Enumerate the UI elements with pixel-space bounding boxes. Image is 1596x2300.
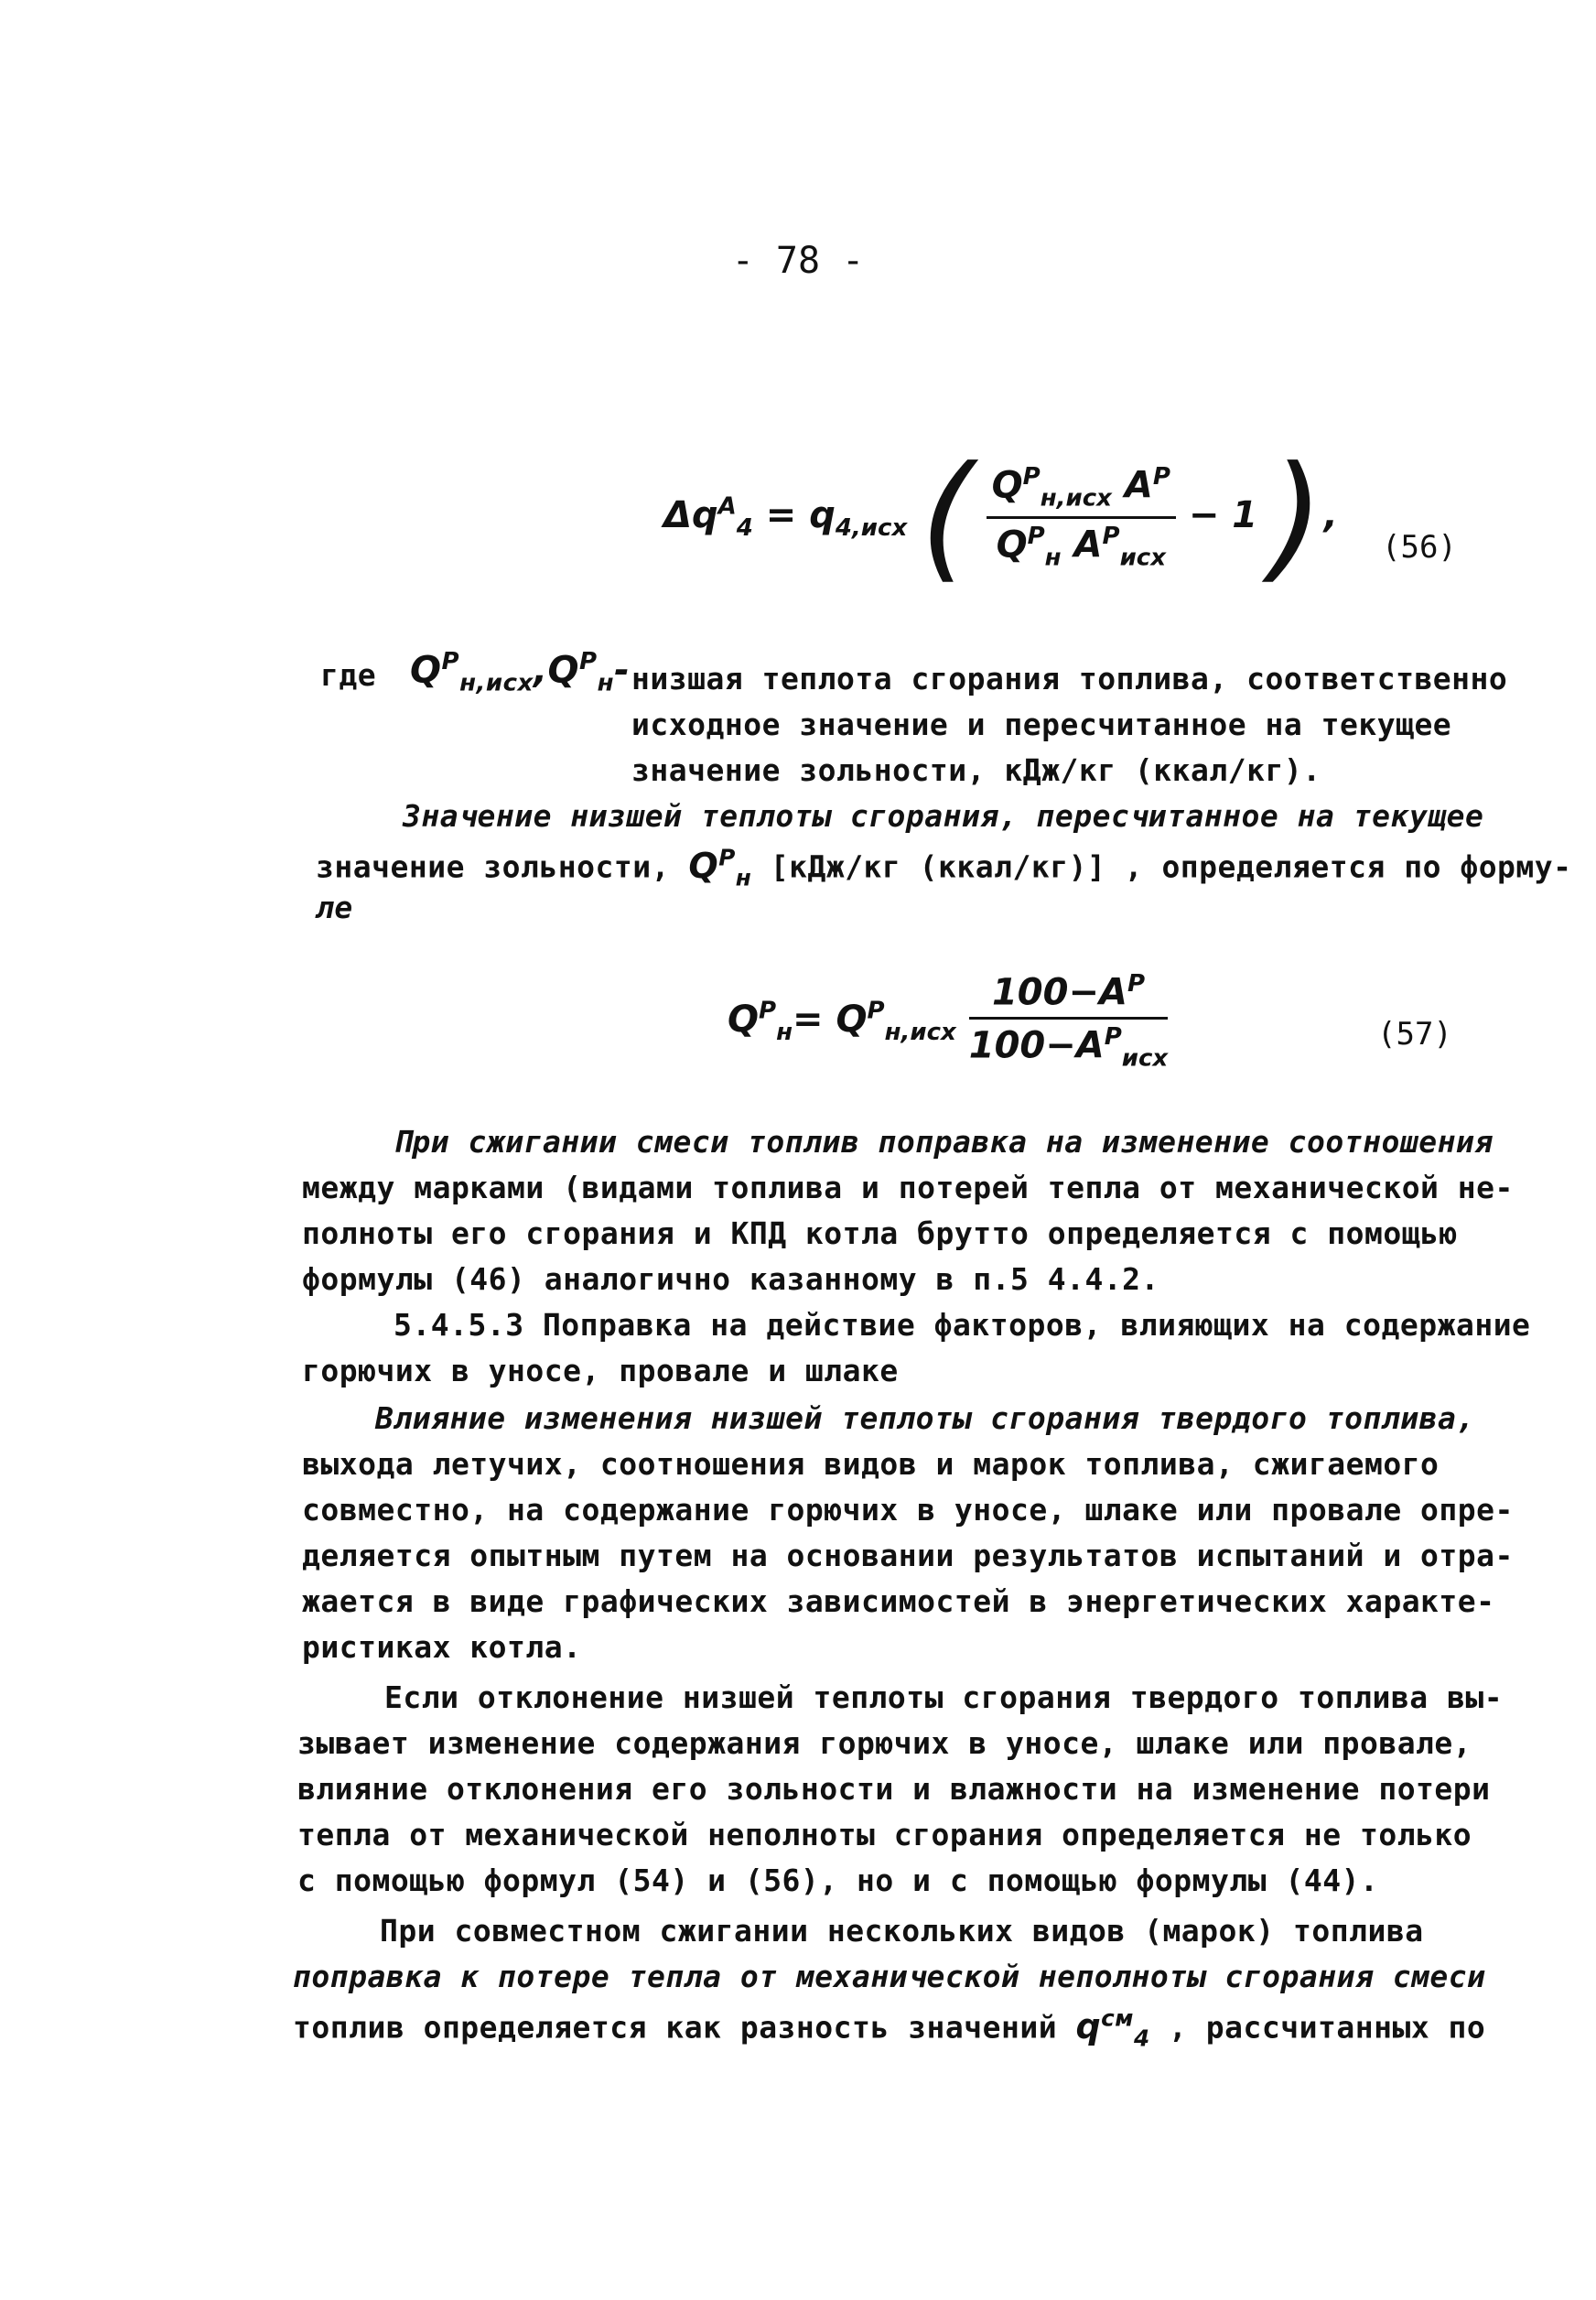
- para-d-line-5: с помощью формул (54) и (56), но и с помощью формулы (44).: [297, 1863, 1379, 1898]
- where-symbols: $Q^P_{н,исх},Q^P_н-$: [410, 648, 631, 697]
- para-c-line-3: совместно, на содержание горючих в уносе, шлаке или провале опре-: [302, 1492, 1514, 1528]
- where-line-3: значение зольности, кДж/кг (ккал/кг).: [631, 752, 1321, 788]
- para-c-line-6: ристиках котла.: [302, 1629, 582, 1665]
- para-d-line-4: тепла от механической неполноты сгорания определяется не только: [297, 1817, 1472, 1852]
- para-e-line-1: При совместном сжигании нескольких видов (марок) топлива: [380, 1913, 1424, 1949]
- page-number: - 78 -: [731, 240, 865, 282]
- para-c-line-5: жается в виде графических зависимостей в энергетических характе-: [302, 1583, 1495, 1619]
- para-b-line-4: формулы (46) аналогично казанному в п.5 4.4.2.: [302, 1261, 1159, 1297]
- f56-lhs: Δq: [663, 494, 718, 536]
- left-paren: (: [920, 437, 974, 597]
- formula-57-number: (57): [1377, 1016, 1452, 1053]
- f57-fraction: $\frac{100-A^P}{100-A^P_{исх}}$: [968, 970, 1169, 1073]
- where-line-1: низшая теплота сгорания топлива, соответственно: [631, 661, 1508, 696]
- para-d-line-1: Если отклонение низшей теплоты сгорания твердого топлива вы-: [384, 1679, 1504, 1715]
- para-b-line-1: При сжигании смеси топлив поправка на изменение соотношения: [394, 1124, 1494, 1160]
- f56-fraction: $\frac{Q^P_{н,исх} A^P}{Q^P_н A^P_{исх}}$: [987, 463, 1176, 571]
- formula-56-number: (56): [1382, 529, 1457, 566]
- where-line-2: исходное значение и пересчитанное на текущее: [631, 707, 1452, 742]
- right-paren: ): [1270, 437, 1324, 597]
- para-d-line-3: влияние отклонения его зольности и влажности на изменение потери: [297, 1771, 1491, 1807]
- para-c-line-1: Влияние изменения низшей теплоты сгорания твердого топлива,: [375, 1400, 1475, 1436]
- para-e-line-3: топлив определяется как разность значений $q^{см}_4$ , рассчитанных по: [293, 2004, 1486, 2052]
- para-a-line-1: Значение низшей теплоты сгорания, пересчитанное на текущее: [403, 798, 1484, 834]
- formula-56: $\Delta q^A_4 = q_{4,исх}$ ( $\frac{Q^P_{н,исх} A^P}{Q^P_н A^P_{исх}}$ − 1 ),: [663, 437, 1338, 597]
- section-heading-line-1: 5.4.5.3 Поправка на действие факторов, влияющих на содержание: [394, 1307, 1531, 1343]
- para-e-line-2: поправка к потере тепла от механической неполноты сгорания смеси: [293, 1959, 1486, 1994]
- para-a-line-2: значение зольности, $Q^P_н$ [кДж/кг (ккал/кг)] , определяется по форму-: [316, 844, 1572, 891]
- section-heading-line-2: горючих в уносе, провале и шлаке: [302, 1353, 899, 1388]
- para-a-line-3: ле: [316, 890, 353, 925]
- f56-coef: q: [809, 494, 836, 536]
- where-label: где: [320, 657, 377, 693]
- para-b-line-3: полноты его сгорания и КПД котла брутто определяется с помощью: [302, 1215, 1458, 1251]
- para-b-line-2: между марками (видами топлива и потерей тепла от механической не-: [302, 1170, 1514, 1205]
- para-c-line-2: выхода летучих, соотношения видов и марок топлива, сжигаемого: [302, 1446, 1440, 1482]
- para-c-line-4: деляется опытным путем на основании результатов испытаний и отра-: [302, 1538, 1514, 1573]
- formula-57: $Q^P_н= Q^P_{н,исх}$ $\frac{100-A^P}{100-A^P_{исх}}$: [728, 970, 1169, 1073]
- para-d-line-2: зывает изменение содержания горючих в уносе, шлаке или провале,: [297, 1725, 1472, 1761]
